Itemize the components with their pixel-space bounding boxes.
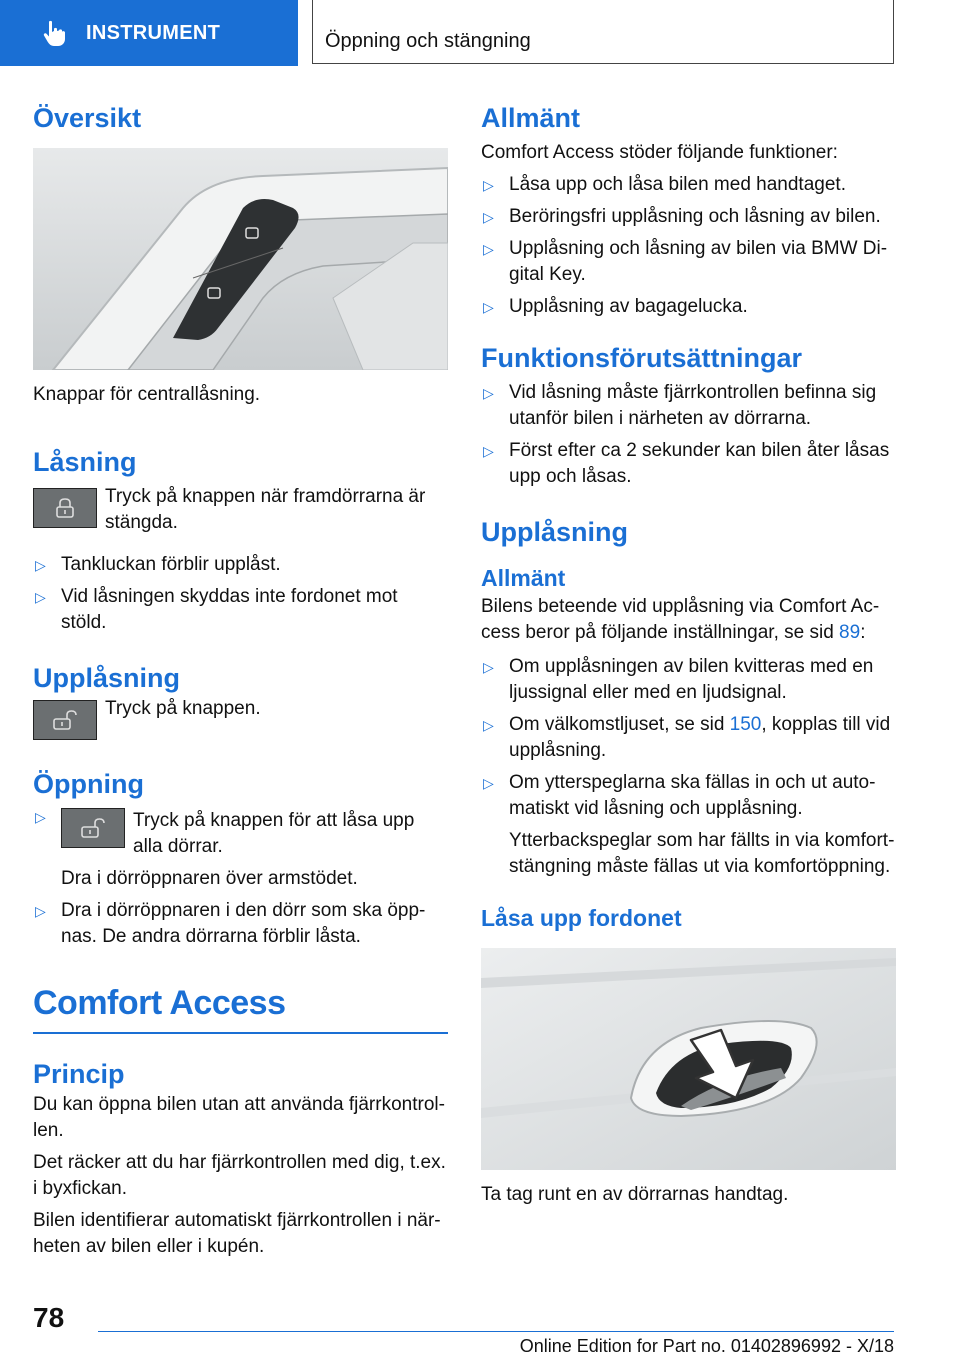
- page-link[interactable]: 150: [729, 714, 762, 735]
- page-footer: [0, 1290, 960, 1362]
- bullet-triangle-icon: ▷: [35, 557, 46, 573]
- locking-row: [33, 484, 448, 536]
- opening-item-sub: Dra i dörröppnaren över armstödet.: [61, 868, 358, 889]
- unlock-paragraph: Bilens beteende vid upplåsning via Comfort Ac-cess beror på följande inställningar, se sid 89:: [481, 596, 880, 643]
- list-item: ▷ Om välkomstljuset, se sid 150, kopplas till vid upplåsning.: [483, 714, 891, 761]
- section-tab: [0, 0, 298, 66]
- pointing-hand-icon: [40, 18, 70, 48]
- unlock-button-image: [33, 700, 97, 740]
- comfort-access-heading-block: [33, 980, 448, 1034]
- padlock-open-icon: [52, 710, 78, 730]
- general-list: [481, 172, 896, 320]
- door-lock-buttons-photo: [33, 148, 448, 370]
- padlock-closed-icon: [54, 498, 76, 518]
- edition-note: Online Edition for Part no. 01402896992 - X/18: [519, 1336, 894, 1356]
- overview-caption: Knappar för centrallåsning.: [33, 384, 261, 405]
- list-item: ▷ Beröringsfri upplåsning och låsning av bilen.: [481, 204, 896, 230]
- list-item: ▷ Dra i dörröppnaren i den dörr som ska öpp-nas. De andra dörrarna förblir låsta.: [35, 900, 426, 947]
- principle-paragraph: Bilen identifierar automatiskt fjärrkontrollen i när-heten av bilen eller i kupén.: [33, 1210, 441, 1257]
- unlocking-text: Tryck på knappen.: [105, 698, 261, 719]
- left-column: [33, 100, 448, 1260]
- bullet-triangle-icon: ▷: [483, 659, 494, 675]
- list-item: ▷ Upplåsning av bagagelucka.: [481, 294, 896, 320]
- bullet-triangle-icon: ▷: [483, 241, 494, 257]
- locking-list: [33, 552, 448, 636]
- general-intro: Comfort Access stöder följande funktioner:: [481, 142, 838, 163]
- page-number: 78: [33, 1302, 65, 1333]
- unlocking-row: [33, 696, 448, 740]
- bullet-triangle-icon: ▷: [35, 903, 46, 919]
- list-item: ▷ Vid låsningen skyddas inte fordonet mot stöld.: [35, 586, 398, 633]
- unlock-vehicle-caption: Ta tag runt en av dörrarnas handtag.: [481, 1184, 789, 1205]
- bullet-triangle-icon: ▷: [35, 589, 46, 605]
- bullet-triangle-icon: ▷: [483, 299, 494, 315]
- unlock-subheading: Allmänt: [481, 565, 566, 591]
- footer-divider: [98, 1331, 894, 1332]
- right-column: [481, 100, 896, 1208]
- list-item: ▷ Om upplåsningen av bilen kvitteras med en ljussignal eller med en ljudsignal.: [483, 656, 874, 703]
- page-link[interactable]: 89: [839, 622, 861, 643]
- unlock-button-image: [61, 808, 125, 848]
- unlock-list: [481, 654, 896, 880]
- prerequisites-heading: Funktionsförutsättningar: [481, 343, 802, 373]
- comfort-access-heading: Comfort Access: [33, 984, 286, 1022]
- list-item: ▷ Upplåsning och låsning av bilen via BMW Di-gital Key.: [483, 238, 888, 285]
- unlocking-heading: Upplåsning: [33, 663, 180, 693]
- principle-paragraph: Det räcker att du har fjärrkontrollen med dig, t.ex. i byxfickan.: [33, 1152, 446, 1199]
- overview-heading: Översikt: [33, 103, 142, 133]
- padlock-open-icon: [80, 818, 106, 838]
- prerequisites-list: [481, 380, 896, 490]
- bullet-triangle-icon: ▷: [483, 177, 494, 193]
- opening-item-text: Tryck på knappen för att låsa upp alla dörrar.: [133, 810, 415, 857]
- bullet-triangle-icon: ▷: [483, 443, 494, 459]
- unlock-item-sub: Ytterbackspeglar som har fällts in via komfort-stängning måste fällas ut via komfortöppning.: [509, 830, 895, 877]
- principle-paragraph: Du kan öppna bilen utan att använda fjärrkontrol-len.: [33, 1094, 445, 1141]
- list-item: ▷ Vid låsning måste fjärrkontrollen befinna sig utanför bilen i närheten av dörrarna.: [483, 382, 877, 429]
- principle-heading: Princip: [33, 1059, 125, 1089]
- opening-list: [33, 804, 448, 950]
- lock-button-image: [33, 488, 97, 528]
- door-handle-photo: [481, 948, 896, 1170]
- locking-text: Tryck på knappen när framdörrarna är stängda.: [105, 486, 426, 533]
- general-heading: Allmänt: [481, 103, 581, 133]
- opening-heading: Öppning: [33, 769, 144, 799]
- bullet-triangle-icon: ▷: [483, 385, 494, 401]
- list-item: ▷ Tankluckan förblir upplåst.: [33, 552, 448, 578]
- unlock-vehicle-heading: Låsa upp fordonet: [481, 905, 682, 931]
- locking-heading: Låsning: [33, 447, 137, 477]
- list-item: ▷ Om ytterspeglarna ska fällas in och ut auto-matiskt vid låsning och upplåsning. Ytterbackspeglar som har fällts in via komfort-stängning måste fällas ut via komfortöppning.: [481, 770, 896, 880]
- unlock-heading: Upplåsning: [481, 517, 628, 547]
- list-item: [33, 804, 448, 892]
- bullet-triangle-icon: ▷: [483, 775, 494, 791]
- list-item: ▷ Låsa upp och låsa bilen med handtaget.: [481, 172, 896, 198]
- chapter-title: Öppning och stängning: [312, 0, 894, 64]
- section-label: INSTRUMENT: [86, 21, 221, 44]
- bullet-triangle-icon: ▷: [483, 717, 494, 733]
- bullet-triangle-icon: ▷: [483, 209, 494, 225]
- bullet-triangle-icon: ▷: [35, 809, 46, 825]
- list-item: ▷ Först efter ca 2 sekunder kan bilen åter låsas upp och låsas.: [483, 440, 890, 487]
- page-header: [0, 0, 960, 66]
